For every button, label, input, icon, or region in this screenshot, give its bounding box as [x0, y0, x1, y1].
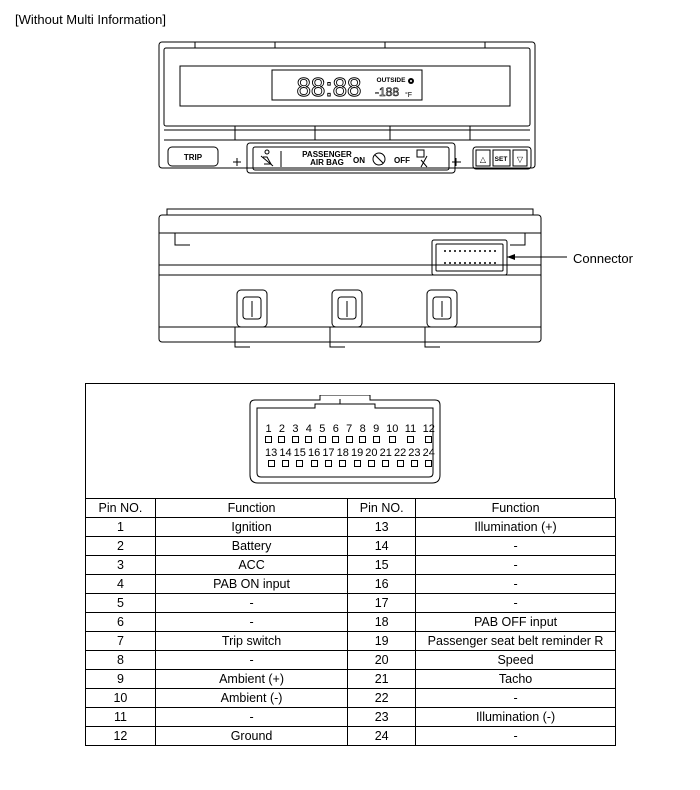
rear-connector: [432, 240, 507, 275]
pin-label: [279, 447, 291, 467]
pin-no-left: 10: [86, 689, 156, 708]
connector-label: Connector: [573, 251, 633, 266]
set-button[interactable]: SET: [494, 156, 508, 163]
pin-label: [346, 423, 353, 443]
outside-temp-unit: °F: [405, 92, 413, 99]
pin-label: [337, 447, 349, 467]
trip-button[interactable]: TRIP: [183, 153, 203, 162]
table-row: [86, 575, 616, 594]
pab-label-line2: AIR BAG: [310, 158, 344, 167]
pin-number: 5: [319, 423, 326, 435]
pab-label-line1: PASSENGER: [302, 150, 352, 159]
pin-no-left: 1: [86, 518, 156, 537]
rear-panel-drawing: [155, 205, 570, 355]
pin-label: [278, 423, 285, 443]
pin-number: 14: [279, 447, 292, 459]
pin-no-left: 3: [86, 556, 156, 575]
pin-no-right: 19: [348, 632, 416, 651]
pin-number: 7: [346, 423, 353, 435]
pin-socket: [265, 436, 272, 443]
outside-label: OUTSIDE: [376, 77, 406, 84]
function-left: Ignition: [155, 518, 347, 537]
pin-number: 4: [305, 423, 312, 435]
pin-socket: [311, 460, 318, 467]
pin-socket: [332, 436, 339, 443]
pin-socket: [282, 460, 289, 467]
pin-number: 21: [379, 447, 392, 459]
clock-display: [296, 72, 361, 102]
pin-number: 20: [365, 447, 378, 459]
table-row: [86, 594, 616, 613]
pin-socket: [325, 460, 332, 467]
header-pin-no-right: Pin NO.: [348, 499, 416, 518]
pin-number: 11: [404, 423, 417, 435]
function-right: -: [416, 556, 616, 575]
pin-row-2: [265, 447, 435, 467]
function-left: Ambient (+): [155, 670, 347, 689]
pin-function-table: [85, 498, 616, 746]
pin-number: 15: [293, 447, 306, 459]
function-left: -: [155, 651, 347, 670]
pin-no-left: 6: [86, 613, 156, 632]
function-right: Passenger seat belt reminder R: [416, 632, 616, 651]
pin-socket: [305, 436, 312, 443]
header-function-right: Function: [416, 499, 616, 518]
function-left: Battery: [155, 537, 347, 556]
function-left: -: [155, 708, 347, 727]
connector-leader-arrow: [507, 254, 567, 260]
function-left: -: [155, 594, 347, 613]
pin-label: [408, 447, 420, 467]
table-header-row: [86, 499, 616, 518]
function-left: Trip switch: [155, 632, 347, 651]
pin-socket: [407, 436, 414, 443]
pin-no-right: 24: [348, 727, 416, 746]
pin-no-right: 14: [348, 537, 416, 556]
pin-no-left: 4: [86, 575, 156, 594]
diagram-caption: [Without Multi Information]: [15, 12, 166, 27]
table-body: [86, 518, 616, 746]
function-right: -: [416, 594, 616, 613]
function-left: -: [155, 613, 347, 632]
table-row: [86, 518, 616, 537]
pin-number: 8: [359, 423, 366, 435]
pin-number: 10: [386, 423, 399, 435]
pin-socket: [339, 460, 346, 467]
pin-label: [265, 447, 277, 467]
pin-no-left: 8: [86, 651, 156, 670]
pin-label: [380, 447, 392, 467]
table-row: [86, 727, 616, 746]
pin-number: 1: [265, 423, 272, 435]
function-right: Speed: [416, 651, 616, 670]
pin-no-right: 17: [348, 594, 416, 613]
pin-no-right: 15: [348, 556, 416, 575]
pin-number: 16: [307, 447, 321, 459]
table-row: [86, 556, 616, 575]
pin-label: [405, 423, 416, 443]
pin-socket: [359, 436, 366, 443]
pab-on-label: ON: [353, 156, 365, 165]
function-left: Ground: [155, 727, 347, 746]
pin-socket: [397, 460, 404, 467]
pin-label: [294, 447, 306, 467]
pin-label: [365, 447, 377, 467]
pin-socket: [296, 460, 303, 467]
function-right: -: [416, 575, 616, 594]
pin-socket: [354, 460, 361, 467]
pin-no-left: 7: [86, 632, 156, 651]
pin-number: 23: [408, 447, 421, 459]
pin-number: 12: [422, 423, 435, 435]
table-row: [86, 613, 616, 632]
pin-socket: [382, 460, 389, 467]
front-panel-drawing: [155, 40, 540, 180]
pin-number: 24: [422, 447, 435, 459]
pin-label: [423, 423, 435, 443]
pin-number: 3: [292, 423, 299, 435]
pin-no-right: 13: [348, 518, 416, 537]
pin-number: 18: [336, 447, 349, 459]
pin-row-1: [265, 423, 435, 443]
pin-no-left: 12: [86, 727, 156, 746]
table-row: [86, 670, 616, 689]
pin-no-right: 18: [348, 613, 416, 632]
pin-no-left: 9: [86, 670, 156, 689]
function-left: Ambient (-): [155, 689, 347, 708]
pab-off-label: OFF: [394, 156, 410, 165]
pin-number: 17: [322, 447, 335, 459]
header-function-left: Function: [155, 499, 347, 518]
pin-label: [351, 447, 363, 467]
pin-socket: [389, 436, 396, 443]
function-right: -: [416, 689, 616, 708]
function-right: -: [416, 537, 616, 556]
function-right: Illumination (+): [416, 518, 616, 537]
pin-label: [292, 423, 299, 443]
pin-no-left: 5: [86, 594, 156, 613]
up-button[interactable]: △: [479, 155, 487, 164]
pin-socket: [292, 436, 299, 443]
outside-temp-readout: -188: [374, 85, 400, 99]
pin-number: 2: [278, 423, 286, 435]
seatbelt-icon: [417, 150, 427, 167]
pin-no-right: 22: [348, 689, 416, 708]
pin-label: [386, 423, 398, 443]
pin-label: [305, 423, 312, 443]
pin-no-right: 21: [348, 670, 416, 689]
pin-label: [359, 423, 366, 443]
pin-number: 9: [373, 423, 380, 435]
pin-label: [319, 423, 326, 443]
airbag-seat-icon: [261, 150, 273, 166]
pin-label: [394, 447, 406, 467]
pin-socket: [319, 436, 326, 443]
function-right: Tacho: [416, 670, 616, 689]
pin-label: [332, 423, 339, 443]
pin-socket: [268, 460, 275, 467]
gear-icon: [408, 78, 414, 84]
function-left: ACC: [155, 556, 347, 575]
pin-no-right: 20: [348, 651, 416, 670]
pin-label: [265, 423, 272, 443]
pin-no-right: 16: [348, 575, 416, 594]
pin-no-left: 11: [86, 708, 156, 727]
pin-socket: [373, 436, 380, 443]
pin-label: [322, 447, 334, 467]
pin-no-right: 23: [348, 708, 416, 727]
down-button[interactable]: ▽: [516, 155, 524, 164]
function-right: -: [416, 727, 616, 746]
pin-socket: [278, 436, 285, 443]
pin-label: [423, 447, 435, 467]
function-right: Illumination (-): [416, 708, 616, 727]
pin-number: 13: [265, 447, 278, 459]
pin-label: [308, 447, 320, 467]
pin-socket: [346, 436, 353, 443]
table-row: [86, 708, 616, 727]
table-row: [86, 689, 616, 708]
table-row: [86, 537, 616, 556]
pin-socket: [425, 460, 432, 467]
connector-pin-labels: [265, 423, 435, 467]
pin-number: 19: [350, 447, 364, 459]
function-left: PAB ON input: [155, 575, 347, 594]
pin-label: [373, 423, 380, 443]
pin-socket: [425, 436, 432, 443]
function-right: PAB OFF input: [416, 613, 616, 632]
table-row: [86, 651, 616, 670]
pin-no-left: 2: [86, 537, 156, 556]
clock-readout: 88:88: [296, 72, 362, 102]
header-pin-no-left: Pin NO.: [86, 499, 156, 518]
pin-socket: [368, 460, 375, 467]
pin-number: 6: [332, 423, 339, 435]
pin-socket: [411, 460, 418, 467]
pin-number: 22: [393, 447, 407, 459]
table-row: [86, 632, 616, 651]
